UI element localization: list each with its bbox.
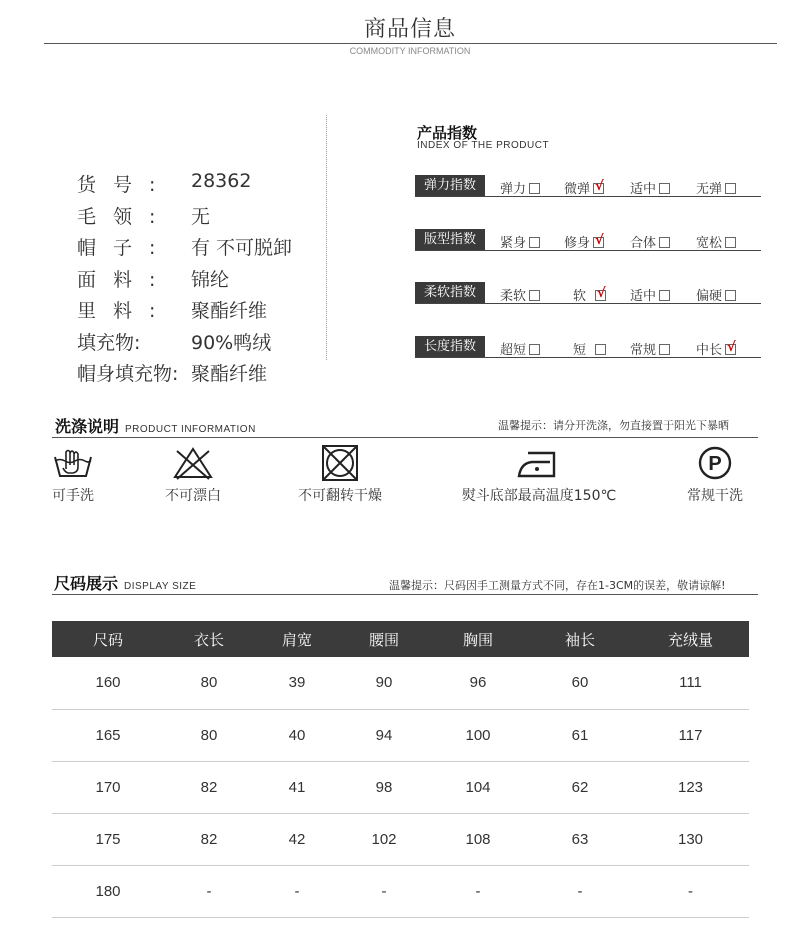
table-cell: 102 bbox=[340, 813, 428, 865]
index-row-elasticity bbox=[415, 175, 761, 197]
section-divider bbox=[326, 115, 327, 360]
washing-title: 洗涤说明 bbox=[55, 417, 120, 436]
table-cell: 42 bbox=[254, 813, 340, 865]
table-row bbox=[52, 865, 749, 917]
table-cell: - bbox=[632, 865, 749, 917]
table-cell: 60 bbox=[528, 657, 632, 709]
dry-clean-icon bbox=[693, 445, 737, 481]
table-cell: 62 bbox=[528, 761, 632, 813]
checkbox-checked bbox=[725, 344, 736, 355]
no-tumble-dry-icon bbox=[318, 445, 362, 481]
info-label: 填充物: bbox=[77, 331, 141, 354]
care-item-hand-wash bbox=[45, 445, 101, 505]
checkbox bbox=[725, 290, 736, 301]
index-row-softness bbox=[415, 282, 761, 304]
size-subtitle: DISPLAY SIZE bbox=[124, 581, 197, 592]
size-section-title bbox=[54, 571, 196, 594]
column-header: 胸围 bbox=[428, 621, 528, 657]
table-cell: 100 bbox=[428, 709, 528, 761]
table-cell: 160 bbox=[52, 657, 164, 709]
table-cell: 108 bbox=[428, 813, 528, 865]
index-option bbox=[630, 232, 670, 251]
index-label: 版型指数 bbox=[415, 229, 485, 250]
table-row bbox=[52, 709, 749, 761]
index-option bbox=[573, 285, 606, 304]
option-label: 微弹 bbox=[564, 182, 591, 197]
option-label: 无弹 bbox=[696, 182, 723, 197]
svg-text:P: P bbox=[708, 453, 722, 475]
care-label: 不可漂白 bbox=[165, 488, 221, 504]
page-subtitle: COMMODITY INFORMATION bbox=[349, 46, 471, 56]
index-option bbox=[696, 178, 736, 197]
checkbox bbox=[659, 344, 670, 355]
care-item-iron bbox=[450, 445, 628, 505]
info-label: 帽子: bbox=[77, 237, 173, 259]
checkbox bbox=[725, 183, 736, 194]
option-label: 中长 bbox=[696, 343, 723, 358]
index-option bbox=[630, 178, 670, 197]
table-cell: 63 bbox=[528, 813, 632, 865]
info-value: 有 不可脱卸 bbox=[191, 237, 293, 259]
care-item-no-tumble-dry bbox=[290, 445, 390, 505]
no-bleach-icon bbox=[171, 445, 215, 481]
option-label: 常规 bbox=[630, 343, 657, 358]
checkbox bbox=[659, 237, 670, 248]
option-label: 偏硬 bbox=[696, 289, 723, 304]
care-item-dry-clean bbox=[683, 445, 747, 505]
care-item-no-bleach bbox=[156, 445, 230, 505]
table-cell: 104 bbox=[428, 761, 528, 813]
info-value: 聚酯纤维 bbox=[191, 363, 268, 385]
index-option bbox=[500, 339, 540, 358]
checkbox bbox=[529, 237, 540, 248]
table-cell: 98 bbox=[340, 761, 428, 813]
index-option bbox=[500, 178, 540, 197]
table-cell: 170 bbox=[52, 761, 164, 813]
checkbox-checked bbox=[593, 237, 604, 248]
column-header: 尺码 bbox=[52, 621, 164, 657]
option-label: 适中 bbox=[630, 289, 657, 304]
info-label: 里料: bbox=[77, 300, 173, 322]
index-option bbox=[564, 178, 604, 197]
index-option bbox=[630, 339, 670, 358]
checkbox bbox=[529, 344, 540, 355]
option-label: 合体 bbox=[630, 236, 657, 251]
index-label: 长度指数 bbox=[415, 336, 485, 357]
column-header: 衣长 bbox=[164, 621, 254, 657]
option-label: 修身 bbox=[564, 236, 591, 251]
washing-subtitle: PRODUCT INFORMATION bbox=[125, 424, 256, 435]
table-row bbox=[52, 657, 749, 709]
option-label: 紧身 bbox=[500, 236, 527, 251]
table-cell: 111 bbox=[632, 657, 749, 709]
checkbox bbox=[659, 183, 670, 194]
washing-divider bbox=[52, 437, 758, 438]
hand-wash-icon bbox=[51, 445, 95, 481]
table-cell: - bbox=[254, 865, 340, 917]
checkbox bbox=[529, 183, 540, 194]
size-tip: 温馨提示：尺码因手工测量方式不同，存在1-3CM的误差，敬请谅解! bbox=[389, 579, 726, 592]
checkbox bbox=[529, 290, 540, 301]
info-label: 帽身填充物: bbox=[77, 363, 179, 385]
info-value: 聚酯纤维 bbox=[191, 300, 268, 322]
washing-tip: 温馨提示：请分开洗涤，勿直接置于阳光下暴晒 bbox=[498, 419, 729, 432]
size-table bbox=[52, 621, 749, 918]
table-cell: 40 bbox=[254, 709, 340, 761]
table-row bbox=[52, 813, 749, 865]
column-header: 充绒量 bbox=[632, 621, 749, 657]
iron-icon bbox=[514, 445, 564, 481]
checkbox-checked bbox=[593, 183, 604, 194]
table-cell: 39 bbox=[254, 657, 340, 709]
column-header: 袖长 bbox=[528, 621, 632, 657]
info-value: 无 bbox=[191, 205, 211, 228]
table-row bbox=[52, 761, 749, 813]
checkbox bbox=[659, 290, 670, 301]
info-label: 货号: bbox=[77, 174, 173, 196]
checkbox bbox=[725, 237, 736, 248]
table-cell: 123 bbox=[632, 761, 749, 813]
option-label: 宽松 bbox=[696, 236, 723, 251]
info-label: 毛领: bbox=[77, 205, 173, 228]
checkbox-checked bbox=[595, 290, 606, 301]
table-cell: 90 bbox=[340, 657, 428, 709]
info-value: 锦纶 bbox=[191, 268, 230, 291]
size-title: 尺码展示 bbox=[54, 574, 119, 593]
index-label: 柔软指数 bbox=[415, 282, 485, 303]
index-row-fit bbox=[415, 229, 761, 251]
index-option bbox=[500, 285, 540, 304]
index-subtitle: INDEX OF THE PRODUCT bbox=[417, 140, 550, 151]
column-header: 肩宽 bbox=[254, 621, 340, 657]
table-cell: 80 bbox=[164, 709, 254, 761]
index-option bbox=[573, 339, 606, 358]
table-cell: 117 bbox=[632, 709, 749, 761]
care-label: 可手洗 bbox=[52, 488, 94, 504]
option-label: 软 bbox=[573, 289, 587, 304]
table-cell: 180 bbox=[52, 865, 164, 917]
header-divider bbox=[44, 43, 777, 44]
checkbox bbox=[595, 344, 606, 355]
column-header: 腰围 bbox=[340, 621, 428, 657]
size-divider bbox=[52, 594, 758, 595]
table-cell: 94 bbox=[340, 709, 428, 761]
info-label: 面料: bbox=[77, 268, 173, 291]
index-option bbox=[696, 232, 736, 251]
table-cell: 82 bbox=[164, 813, 254, 865]
table-cell: - bbox=[340, 865, 428, 917]
info-value: 28362 bbox=[191, 170, 252, 192]
table-cell: - bbox=[428, 865, 528, 917]
index-option bbox=[696, 339, 736, 358]
option-label: 弹力 bbox=[500, 182, 527, 197]
index-option bbox=[696, 285, 736, 304]
info-value: 90%鸭绒 bbox=[191, 331, 272, 354]
table-cell: - bbox=[164, 865, 254, 917]
table-cell: 130 bbox=[632, 813, 749, 865]
table-cell: 82 bbox=[164, 761, 254, 813]
index-title: 产品指数 bbox=[417, 124, 478, 142]
option-label: 短 bbox=[573, 343, 587, 358]
index-row-length bbox=[415, 336, 761, 358]
page-title: 商品信息 bbox=[363, 17, 456, 42]
option-label: 适中 bbox=[630, 182, 657, 197]
table-cell: 80 bbox=[164, 657, 254, 709]
index-option bbox=[500, 232, 540, 251]
care-label: 不可翻转干燥 bbox=[298, 488, 382, 504]
option-label: 柔软 bbox=[500, 289, 527, 304]
care-label: 常规干洗 bbox=[687, 488, 743, 504]
table-header-row bbox=[52, 621, 749, 657]
table-cell: 61 bbox=[528, 709, 632, 761]
table-cell: 175 bbox=[52, 813, 164, 865]
index-label: 弹力指数 bbox=[415, 175, 485, 196]
washing-section-title bbox=[55, 414, 256, 437]
option-label: 超短 bbox=[500, 343, 527, 358]
table-cell: 41 bbox=[254, 761, 340, 813]
table-cell: 96 bbox=[428, 657, 528, 709]
table-cell: 165 bbox=[52, 709, 164, 761]
care-label: 熨斗底部最高温度150℃ bbox=[461, 488, 617, 504]
index-option bbox=[564, 232, 604, 251]
index-option bbox=[630, 285, 670, 304]
table-cell: - bbox=[528, 865, 632, 917]
